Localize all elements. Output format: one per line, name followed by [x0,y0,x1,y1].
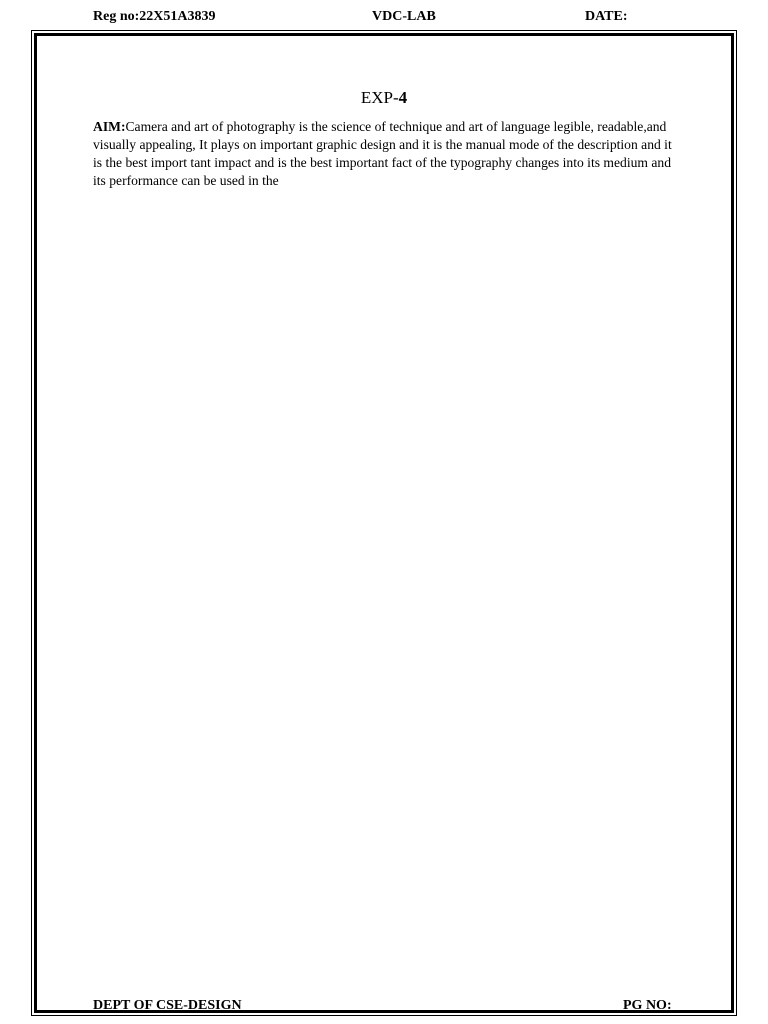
reg-no-label: Reg no:22X51A3839 [93,9,216,24]
aim-text: Camera and art of photography is the science of technique and art of language legible, readable,and visually appealing, It plays on important graphic design and it is the manual mode of the description and it is the best import tant impact and is the best important fact of the typography changes into its medium and its performance can be used in the [93,119,672,188]
experiment-title [0,88,768,108]
aim-label: AIM: [93,119,126,134]
department-label: DEPT OF CSE-DESIGN [93,998,242,1013]
date-label: DATE: [585,9,628,24]
experiment-prefix: EXP- [360,88,399,107]
lab-name-label: VDC-LAB [372,9,436,24]
aim-paragraph [93,118,683,190]
experiment-number: 4 [398,88,408,107]
page-number-label: PG NO: [623,998,672,1013]
